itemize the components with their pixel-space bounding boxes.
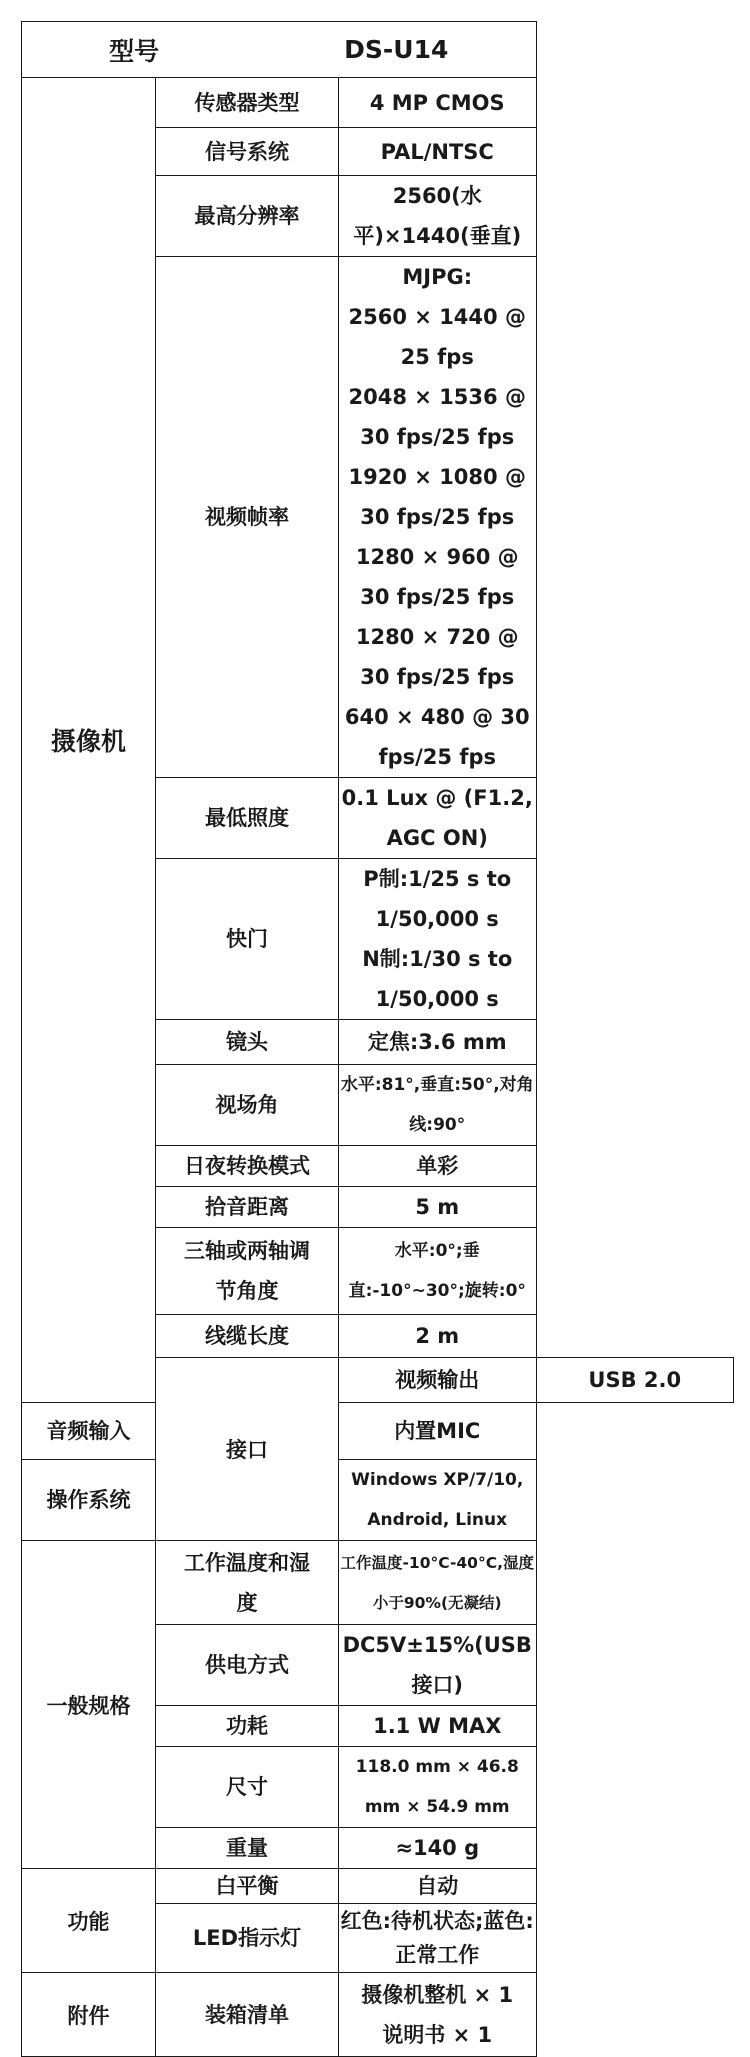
audio-in-label: 音频输入 [22,1403,156,1460]
pickup-label: 拾音距离 [156,1187,339,1228]
size-value: 118.0 mm × 46.8 mm × 54.9 mm [339,1747,537,1828]
wb-label: 白平衡 [156,1869,339,1904]
audio-in-row [22,1403,734,1460]
consumption-value: 1.1 W MAX [339,1706,537,1747]
power-value: DC5V±15%(USB接口) [339,1625,537,1706]
frame-rate-label: 视频帧率 [156,257,339,778]
audio-in-value: 内置MIC [339,1403,537,1460]
shutter-line: P制:1/25 s to 1/50,000 s [363,867,512,931]
spec-table [21,21,734,2057]
frame-rate-value [339,257,537,778]
os-value: Windows XP/7/10, Android, Linux [339,1460,537,1541]
power-label: 供电方式 [156,1625,339,1706]
cable-label: 线缆长度 [156,1315,339,1358]
frame-rate-line: 1280 × 960 @ 30 fps/25 fps [355,545,519,609]
adjust-label [156,1228,339,1315]
sensor-label: 传感器类型 [156,78,339,128]
sensor-row [22,78,734,128]
packing-line: 摄像机整机 × 1 [361,1982,514,2007]
pickup-value: 5 m [339,1187,537,1228]
function-category: 功能 [22,1869,156,1973]
frame-rate-line: 2560 × 1440 @ 25 fps [348,305,526,369]
wb-row [22,1869,734,1904]
frame-rate-line: 1920 × 1080 @ 30 fps/25 fps [348,465,526,529]
lens-label: 镜头 [156,1020,339,1065]
temp-label-line: 度 [236,1590,258,1615]
frame-rate-line: 1280 × 720 @ 30 fps/25 fps [355,625,519,689]
led-label: LED指示灯 [156,1904,339,1973]
interface-category: 接口 [156,1358,339,1541]
os-row [22,1460,734,1541]
os-label: 操作系统 [22,1460,156,1541]
frame-rate-line: 2048 × 1536 @ 30 fps/25 fps [348,385,526,449]
lens-value: 定焦:3.6 mm [339,1020,537,1065]
adjust-value: 水平:0°;垂直:-10°~30°;旋转:0° [339,1228,537,1315]
adjust-label-line: 三轴或两轴调 [184,1239,310,1263]
model-cell [22,22,537,78]
frame-rate-line: 640 × 480 @ 30 fps/25 fps [344,705,530,769]
temp-label [156,1541,339,1625]
packing-label: 装箱清单 [156,1973,339,2057]
weight-value: ≈140 g [339,1828,537,1869]
camera-category: 摄像机 [22,78,156,1403]
accessory-category: 附件 [22,1973,156,2057]
temp-label-line: 工作温度和湿 [184,1550,310,1575]
video-out-value: USB 2.0 [536,1358,734,1403]
shutter-line: N制:1/30 s to 1/50,000 s [362,947,513,1011]
weight-label: 重量 [156,1828,339,1869]
min-illum-value: 0.1 Lux @ (F1.2, AGC ON) [339,778,537,859]
max-res-label: 最高分辨率 [156,176,339,257]
fov-value: 水平:81°,垂直:50°,对角线:90° [339,1065,537,1146]
day-night-label: 日夜转换模式 [156,1146,339,1187]
adjust-label-line: 节角度 [215,1279,279,1303]
cable-value: 2 m [339,1315,537,1358]
day-night-value: 单彩 [339,1146,537,1187]
size-label: 尺寸 [156,1747,339,1828]
max-res-value: 2560(水平)×1440(垂直) [339,176,537,257]
video-out-label: 视频输出 [339,1358,537,1403]
frame-rate-line: MJPG: [402,265,473,289]
signal-label: 信号系统 [156,128,339,176]
shutter-label: 快门 [156,859,339,1020]
temp-value: 工作温度-10°C-40°C,湿度小于90%(无凝结) [339,1541,537,1625]
temp-row [22,1541,734,1625]
consumption-label: 功耗 [156,1706,339,1747]
shutter-value [339,859,537,1020]
packing-value [339,1973,537,2057]
model-row [22,22,734,78]
wb-value: 自动 [339,1869,537,1904]
sensor-value: 4 MP CMOS [339,78,537,128]
model-label: 型号 [109,36,160,66]
packing-line: 说明书 × 1 [382,2022,493,2047]
led-value: 红色:待机状态;蓝色:正常工作 [339,1904,537,1973]
min-illum-label: 最低照度 [156,778,339,859]
packing-row [22,1973,734,2057]
signal-value: PAL/NTSC [339,128,537,176]
fov-label: 视场角 [156,1065,339,1146]
model-value: DS-U14 [344,35,449,64]
general-category: 一般规格 [22,1541,156,1869]
